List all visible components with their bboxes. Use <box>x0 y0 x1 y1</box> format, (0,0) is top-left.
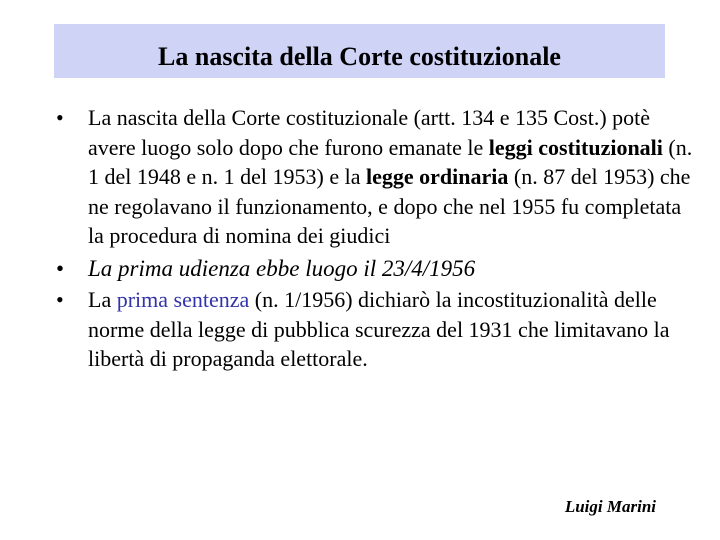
bullet1-text-2: (n. 1 del 1948 e n. 1 del 1953) e la <box>88 134 693 189</box>
bullet-item-3 <box>56 285 696 374</box>
bullet-dot-icon: • <box>56 105 64 130</box>
bullet3-text-1: La <box>88 287 117 312</box>
bullet-item-1 <box>56 103 696 251</box>
slide-title: La nascita della Corte costituzionale <box>158 42 561 71</box>
bullet-dot-icon: • <box>56 287 64 312</box>
bullet2-text: La prima udienza ebbe luogo il 23/4/1956 <box>88 255 476 281</box>
bullet-dot-icon: • <box>56 255 65 281</box>
bullet1-bold-2: legge ordinaria <box>366 164 509 189</box>
bullet1-bold-1: leggi costituzionali <box>488 134 663 160</box>
bullet3-highlight: prima sentenza <box>116 287 250 312</box>
bullet3-text-2: (n. 1/1956) dichiarò la incostituzionalità delle norme della legge di pubblica scurezza del 1931 che limitavano la libertà di propaganda elettorale. <box>88 287 670 371</box>
bullet1-text-3: (n. 87 del 1953) che ne regolavano il funzionamento, e dopo che nel 1955 fu completata la procedura di nomina dei giudici <box>88 164 691 248</box>
title-banner <box>54 24 665 78</box>
bullet1-text-1: La nascita della Corte costituzionale (artt. 134 e 135 Cost.) potè avere luogo solo dopo che furono emanate le <box>88 105 651 160</box>
author-signature: Luigi Marini <box>564 497 656 516</box>
bullet-item-2 <box>56 254 696 284</box>
bullet-list <box>56 103 696 374</box>
